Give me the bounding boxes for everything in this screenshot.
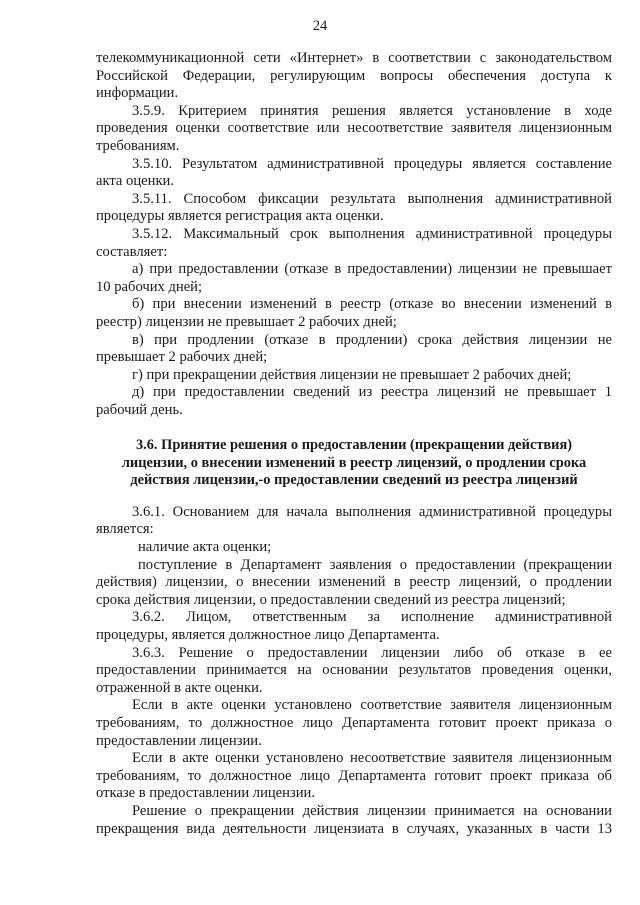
text-line: 3.5.9. Критерием принятия решения является установление в ходе (132, 102, 612, 119)
text-line: телекоммуникационной сети «Интернет» в соответствии с законодательством (96, 50, 612, 66)
text-line: информации. (96, 85, 179, 102)
text-line: а) при предоставлении (отказе в предоставлении) лицензии не превышает (132, 261, 612, 278)
text-line: рабочий день. (96, 401, 183, 418)
text-line: составляет: (96, 243, 168, 260)
text-line: прекращения вида деятельности лицензиата в случаях, указанных в части 13 (96, 820, 612, 837)
text-line: действия) лицензии, о внесении изменений в реестр лицензий, о продлении (96, 574, 612, 591)
document-body (96, 50, 612, 838)
text-line: акта оценки. (96, 173, 174, 190)
text-line: требованиям, то должностное лицо Департамента готовит проект приказа об (96, 767, 612, 784)
heading-line: 3.6. Принятие решения о предоставлении (прекращении действия) (135, 437, 573, 454)
text-line: 3.6.3. Решение о предоставлении лицензии либо об отказе в ее (132, 644, 612, 661)
text-line: 10 рабочих дней; (96, 278, 203, 295)
text-line: поступление в Департамент заявления о предоставлении (прекращении (138, 556, 612, 573)
text-line: превышает 2 рабочих дней; (96, 349, 268, 366)
text-line: срока действия лицензии, о предоставлении сведений из реестра лицензий; (96, 591, 566, 608)
text-line: Если в акте оценки установлено соответствие заявителя лицензионным (132, 697, 612, 714)
text-line: 3.5.11. Способом фиксации результата выполнения административной (132, 190, 612, 207)
text-line: г) при прекращении действия лицензии не превышает 2 рабочих дней; (132, 366, 572, 383)
text-line: 3.5.12. Максимальный срок выполнения административной процедуры (132, 225, 612, 242)
text-line: Российской Федерации, регулирующим вопросы обеспечения доступа к (96, 67, 612, 84)
text-line: 3.6.1. Основанием для начала выполнения административной процедуры (132, 503, 612, 520)
text-line: процедуры является регистрация акта оценки. (96, 208, 384, 225)
text-line: отказе в предоставлении лицензии. (96, 785, 316, 802)
text-line: в) при продлении (отказе в продлении) срока действия лицензии не (132, 331, 612, 348)
text-line: требованиям, то должностное лицо Департамента готовит проект приказа о (96, 714, 612, 731)
heading-line: действия лицензии,-о предоставлении сведений из реестра лицензий (130, 472, 578, 489)
text-line: д) при предоставлении сведений из реестра лицензий не превышает 1 (132, 384, 612, 401)
section-3-6-heading (96, 437, 612, 490)
page-number: 24 (312, 18, 328, 34)
text-line: наличие акта оценки; (138, 539, 272, 556)
text-line: предоставлении лицензии. (96, 732, 262, 749)
section-3-5-text (96, 50, 612, 419)
text-line: реестр) лицензии не превышает 2 рабочих дней; (96, 313, 397, 330)
text-line: требованиям. (96, 137, 180, 154)
section-3-6-text (96, 504, 612, 838)
text-line: 3.5.10. Результатом административной процедуры является составление (132, 155, 612, 172)
text-line: проведения оценки соответствие или несоответствие заявителя лицензионным (96, 120, 612, 137)
text-line: 3.6.2. Лицом, ответственным за исполнение административной (132, 609, 612, 626)
text-line: Решение о прекращении действия лицензии принимается на основании (132, 802, 612, 819)
heading-line: лицензии, о внесении изменений в реестр лицензий, о продлении срока (121, 454, 587, 471)
text-line: отраженной в акте оценки. (96, 679, 263, 696)
text-line: процедуры, является должностное лицо Департамента. (96, 627, 440, 643)
text-line: является: (96, 521, 154, 538)
text-line: б) при внесении изменений в реестр (отказе во внесении изменений в (132, 296, 612, 313)
text-line: Если в акте оценки установлено несоответствие заявителя лицензионным (132, 750, 612, 767)
text-line: предоставлении принимается на основании результатов проведения оценки, (96, 662, 612, 679)
